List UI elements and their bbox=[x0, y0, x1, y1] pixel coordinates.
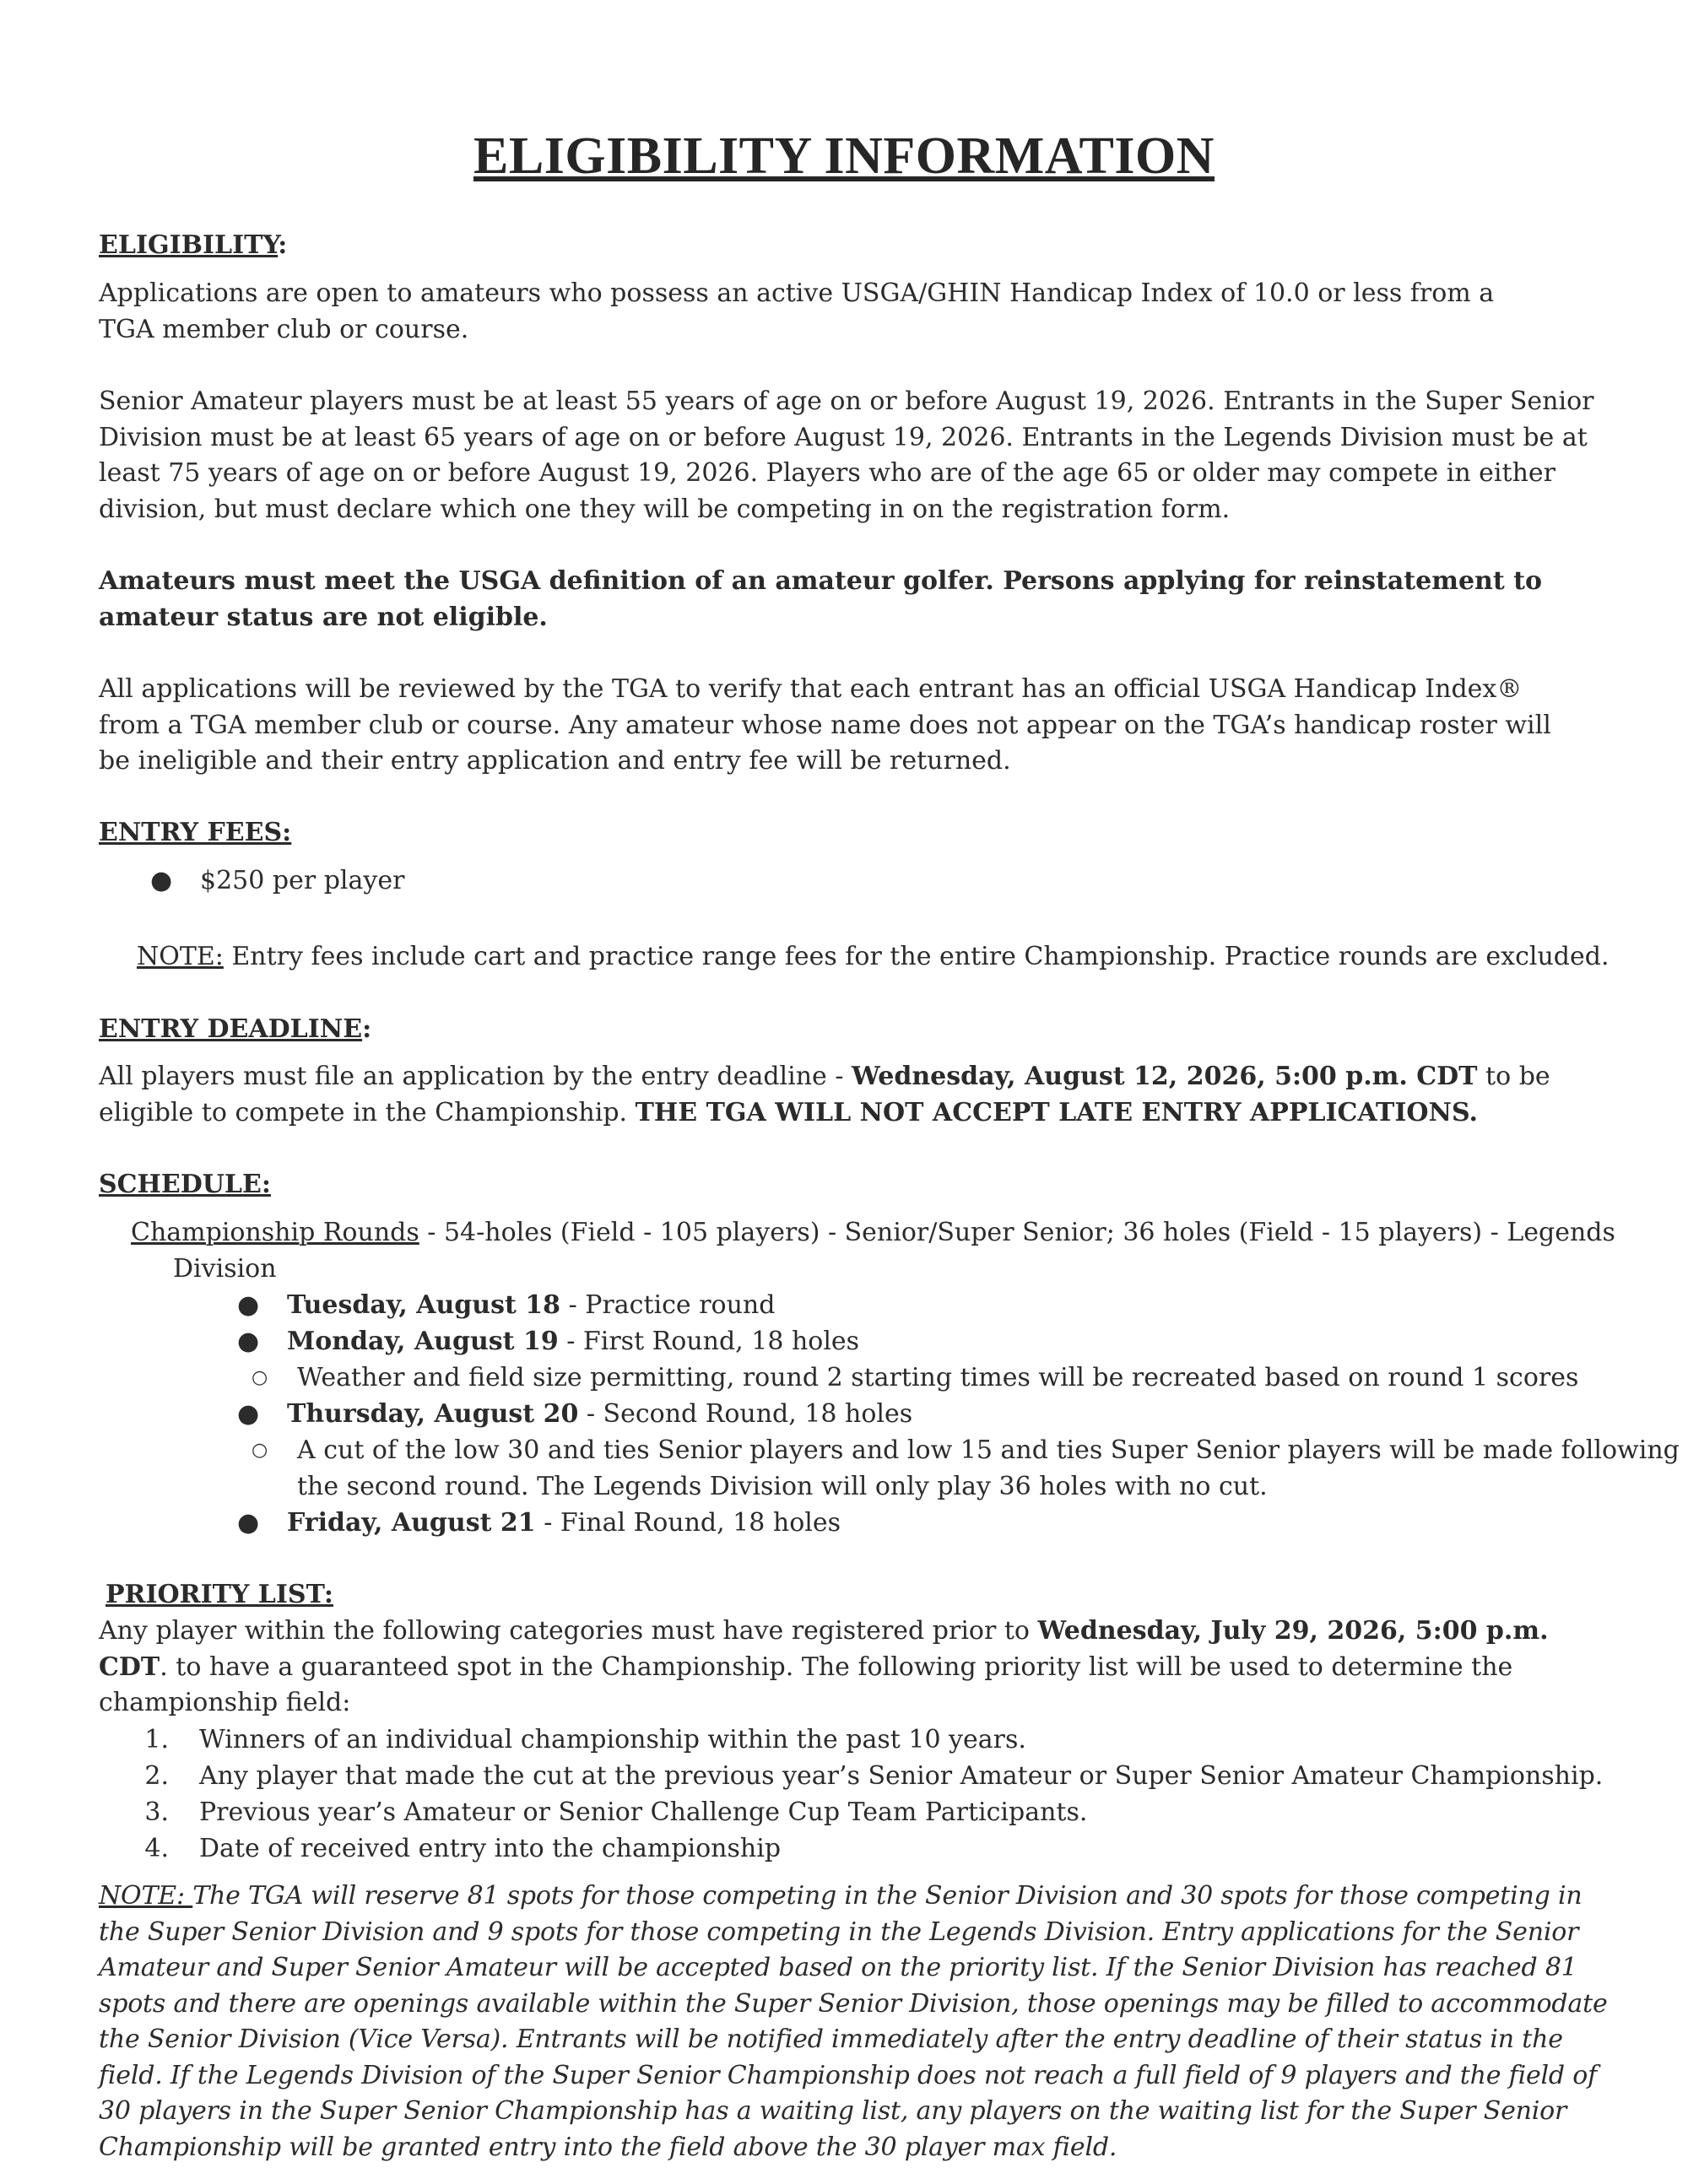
championship-rounds-line-2: Division bbox=[173, 1254, 277, 1284]
entry-fee-item: $250 per player bbox=[200, 866, 405, 895]
schedule-sub-thursday-1: A cut of the low 30 and ties Senior players and low 15 and ties Super Senior players will be made following bbox=[297, 1435, 1680, 1465]
schedule-sub-bullet-2: ○ bbox=[252, 1440, 268, 1461]
page-title: ELIGIBILITY INFORMATION bbox=[473, 127, 1215, 185]
entry-fees-note: NOTE: Entry fees include cart and practice range fees for the entire Championship. Practice rounds are excluded. bbox=[137, 942, 1610, 971]
document-page: ELIGIBILITY INFORMATION ELIGIBILITY: Applications are open to amateurs who possess an active USGA/GHIN Handicap Index of 10.0 or less from a TGA member club or course. Senior Amateur players must be at least 55 years of age on or before August 19, 2026. Entrants in the Super Senior Division must be at least 65 years of age on or before August 19, 2026. Entrants in the Legends Division must be at least 75 years of age on or before August 19, 2026. Players who are of the age 65 or older may compete in either division, but must declare which one they will be competing in on the registration form. Amateurs must meet the USGA definition of an amateur golfer. Persons applying for reinstatement to amateur status are not eligible. All applications will be reviewed by the TGA to verify that each entrant has an official USGA Handicap Index® from a TGA member club or course. Any amateur whose name does not appear on the TGA’s handicap roster will be ineligible and their entry application and entry fee will be returned. ENTRY FEES: ● $250 per player NOTE: Entry fees include cart and practice range fees for the entire Championship. Practice rounds are excluded. ENTRY DEADLINE: All players must file an application by the entry deadline - Wednesday, August 12, 2026, 5:00 p.m. CDT to be eligible to compete in the Championship. THE TGA WILL NOT ACCEPT LATE ENTRY APPLICATIONS. SCHEDULE: Championship Rounds - 54-holes (Field - 105 players) - Senior/Super Senior; 36 holes (Field - 15 players) - Legends Division ● Tuesday, August 18 - Practice round ● Monday, August 19 - First Round, 18 holes ○ Weather and field size permitting, round 2 starting times will be recreated based on round 1 scores ● Thursday, August 20 - Second Round, 18 holes ○ A cut of the low 30 and ties Senior players and low 15 and ties Super Senior players will be made following the second round. The Legends Division will only play 36 holes with no cut. ● Friday, August 21 - Final Round, 18 holes PRIORITY LIST: Any player within the following categories must have registered prior to Wednesday, July 29, 2026, 5:00 p.m. CDT. to have a guaranteed spot in the Championship. The following priority list will be used to determine the championship field: 1. Winners of an individual championship within the past 10 years. 2. Any player that made the cut at the previous year’s Senior Amateur or Super Senior Amateur Championship. 3. Previous year’s Amateur or Senior Challenge Cup Team Participants. 4. Date of received entry into the championship NOTE: The TGA will reserve 81 spots for those competing in the Senior Division and 30 spots for those competing in the Super Senior Division and 9 spots for those competing in the Legends Division. Entry applications for the Senior Amateur and Super Senior Amateur will be accepted based on the priority list. If the Senior Division has reached 81 spots and there are openings available within the Super Senior Division, those openings may be filled to accommodate the Senior Division (Vice Versa). Entrants will be notified immediately after the entry deadline of their status in the field. If the Legends Division of the Super Senior Championship does not reach a full field of 9 players and the field of 30 players in the Super Senior Championship has a waiting list, any players on the waiting list for the Super Senior Championship will be granted entry into the field above the 30 player max field. bbox=[0, 0, 1688, 2184]
schedule-heading: SCHEDULE: bbox=[99, 1170, 271, 1199]
eligibility-paragraph-2: Senior Amateur players must be at least 55 years of age on or before August 19, 2026. Entrants in the Super Senior Division must be at least 65 years of age on or before August 19, 2026. Entrants in the Legends Division must be at least 75 years of age on or before August 19, 2026. Players who are of the age 65 or older may compete in either division, but must declare which one they will be competing in on the registration form. bbox=[99, 387, 1594, 524]
schedule-item-friday: Friday, August 21 - Final Round, 18 holes bbox=[287, 1508, 841, 1538]
schedule-bullet-4: ● bbox=[237, 1508, 260, 1538]
late-entry-warning: THE TGA WILL NOT ACCEPT LATE ENTRY APPLICATIONS. bbox=[635, 1097, 1478, 1127]
priority-list-heading: PRIORITY LIST: bbox=[106, 1580, 333, 1609]
schedule-bullet-3: ● bbox=[237, 1399, 260, 1429]
eligibility-heading: ELIGIBILITY bbox=[99, 230, 279, 260]
entry-deadline-heading: ENTRY DEADLINE bbox=[99, 1014, 363, 1044]
schedule-sub-bullet-1: ○ bbox=[252, 1367, 268, 1388]
entry-fee-bullet: ● bbox=[150, 866, 173, 895]
schedule-sub-thursday-2: the second round. The Legends Division will only play 36 holes with no cut. bbox=[297, 1472, 1268, 1501]
entry-deadline-text: All players must file an application by the entry deadline - Wednesday, August 12, 2026, 5:00 p.m. CDT to be eligible to compete in the Championship. THE TGA WILL NOT ACCEPT LATE ENTRY APPLICATIONS. bbox=[99, 1062, 1550, 1127]
championship-rounds-line: Championship Rounds - 54-holes (Field - 105 players) - Senior/Super Senior; 36 holes (Field - 15 players) - Legends bbox=[131, 1218, 1615, 1247]
priority-deadline-date: Wednesday, July 29, 2026, 5:00 p.m. CDT bbox=[99, 1616, 1549, 1682]
note-label: NOTE: bbox=[137, 942, 224, 971]
schedule-item-monday: Monday, August 19 - First Round, 18 holes bbox=[287, 1327, 860, 1356]
priority-note-label: NOTE: bbox=[99, 1881, 193, 1911]
entry-fees-heading: ENTRY FEES: bbox=[99, 818, 292, 847]
schedule-bullet-1: ● bbox=[237, 1290, 260, 1320]
amateur-status-statement: Amateurs must meet the USGA definition of an amateur golfer. Persons applying for reinstatement to amateur status are not eligible. bbox=[99, 566, 1543, 632]
schedule-item-tuesday: Tuesday, August 18 - Practice round bbox=[287, 1290, 776, 1320]
schedule-item-thursday: Thursday, August 20 - Second Round, 18 holes bbox=[287, 1399, 913, 1429]
schedule-bullet-2: ● bbox=[237, 1327, 260, 1356]
deadline-date: Wednesday, August 12, 2026, 5:00 p.m. CDT bbox=[852, 1062, 1478, 1091]
priority-note: NOTE: The TGA will reserve 81 spots for those competing in the Senior Division and 30 spots for those competing in the Super Senior Division and 9 spots for those competing in the Legends Division. Entry applications for the Senior Amateur and Super Senior Amateur will be accepted based on the priority list. If the Senior Division has reached 81 spots and there are openings available within the Super Senior Division, those openings may be filled to accommodate the Senior Division (Vice Versa). Entrants will be notified immediately after the entry deadline of their status in the field. If the Legends Division of the Super Senior Championship does not reach a full field of 9 players and the field of 30 players in the Super Senior Championship has a waiting list, any players on the waiting list for the Super Senior Championship will be granted entry into the field above the 30 player max field. bbox=[99, 1881, 1608, 2162]
championship-rounds-label: Championship Rounds bbox=[131, 1218, 419, 1247]
eligibility-paragraph-4: All applications will be reviewed by the TGA to verify that each entrant has an official USGA Handicap Index® from a TGA member club or course. Any amateur whose name does not appear on the TGA’s handicap roster will be ineligible and their entry application and entry fee will be returned. bbox=[99, 674, 1551, 776]
schedule-sub-monday: Weather and field size permitting, round 2 starting times will be recreated based on round 1 scores bbox=[297, 1363, 1579, 1392]
entry-deadline-heading-line: ENTRY DEADLINE: bbox=[99, 1014, 372, 1044]
entry-fees-heading-line bbox=[99, 815, 1601, 851]
priority-intro: Any player within the following categories must have registered prior to Wednesday, July 29, 2026, 5:00 p.m. CDT. to have a guaranteed spot in the Championship. The following priority list will be used to determine the championship field: bbox=[99, 1616, 1549, 1717]
eligibility-heading-line: ELIGIBILITY: bbox=[99, 230, 288, 260]
schedule-heading-line bbox=[99, 1167, 1601, 1203]
priority-heading-line bbox=[106, 1577, 1608, 1614]
eligibility-paragraph-1: Applications are open to amateurs who possess an active USGA/GHIN Handicap Index of 10.0 or less from a TGA member club or course. bbox=[99, 278, 1495, 344]
